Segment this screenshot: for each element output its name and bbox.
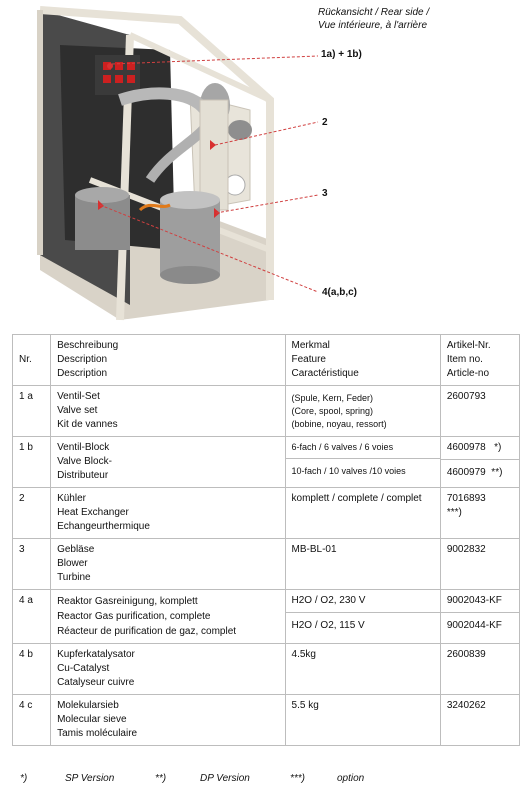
- row-description: Molekularsieb Molecular sieve Tamis moléculaire: [51, 695, 285, 746]
- title-line-1: Rückansicht / Rear side /: [318, 7, 430, 18]
- footnote-3-text: option: [337, 773, 365, 784]
- row-description: Kühler Heat Exchanger Echangeurthermique: [51, 488, 285, 539]
- table-row: [13, 539, 520, 590]
- row-feature: komplett / complete / complet: [285, 488, 440, 539]
- row-article: 2600793: [440, 386, 519, 437]
- table-row: [13, 590, 520, 644]
- callout-2: 2: [322, 117, 328, 128]
- row-article: 7016893 ***): [440, 488, 519, 539]
- row-feature: 6-fach / 6 valves / 6 voies 10-fach / 10 valves /10 voies: [285, 437, 440, 488]
- row-description: Ventil-Set Valve set Kit de vannes: [51, 386, 285, 437]
- row-description: Reaktor Gasreinigung, komplett Reactor Gas purification, complete Réacteur de purification de gaz, complet: [51, 590, 285, 644]
- row-article: 9002043-KF 9002044-KF: [440, 590, 519, 644]
- footnote-2-mark: **): [155, 773, 167, 784]
- callout-1ab: 1a) + 1b): [321, 49, 362, 60]
- row-description: Gebläse Blower Turbine: [51, 539, 285, 590]
- row-nr: 2: [13, 488, 51, 539]
- parts-table: [12, 334, 520, 746]
- footnote-1-text: SP Version: [65, 773, 115, 784]
- row-nr: 4 c: [13, 695, 51, 746]
- header-description: Beschreibung Description Description: [51, 335, 285, 386]
- row-nr: 1 b: [13, 437, 51, 488]
- header-nr: Nr.: [13, 335, 51, 386]
- row-description: Kupferkatalysator Cu-Catalyst Catalyseur cuivre: [51, 644, 285, 695]
- table-row: [13, 386, 520, 437]
- row-article: 3240262: [440, 695, 519, 746]
- footnote-2-text: DP Version: [200, 773, 250, 784]
- row-nr: 1 a: [13, 386, 51, 437]
- row-nr: 4 a: [13, 590, 51, 644]
- row-description: Ventil-Block Valve Block- Distributeur: [51, 437, 285, 488]
- row-feature: (Spule, Kern, Feder) (Core, spool, spring) (bobine, noyau, ressort): [285, 386, 440, 437]
- header-article: Artikel-Nr. Item no. Article-no: [440, 335, 519, 386]
- table-row: [13, 437, 520, 488]
- header-feature: Merkmal Feature Caractéristique: [285, 335, 440, 386]
- table-row: [13, 488, 520, 539]
- table-row: [13, 695, 520, 746]
- callout-4abc: 4(a,b,c): [322, 287, 358, 298]
- figure-title: [318, 6, 429, 32]
- table-row: [13, 644, 520, 695]
- row-feature: 5.5 kg: [285, 695, 440, 746]
- row-feature: H2O / O2, 230 V H2O / O2, 115 V: [285, 590, 440, 644]
- row-feature: 4.5kg: [285, 644, 440, 695]
- row-article: 9002832: [440, 539, 519, 590]
- row-article: 2600839: [440, 644, 519, 695]
- row-nr: 3: [13, 539, 51, 590]
- footnote-3-mark: ***): [290, 773, 306, 784]
- callout-3: 3: [322, 188, 328, 199]
- footnote-1-mark: *): [20, 773, 28, 784]
- row-feature: MB-BL-01: [285, 539, 440, 590]
- row-article: 4600978 *) 4600979 **): [440, 437, 519, 488]
- product-photo: [0, 0, 524, 325]
- table-header-row: [13, 335, 520, 386]
- title-line-2: Vue intérieure, à l'arrière: [318, 20, 428, 31]
- row-nr: 4 b: [13, 644, 51, 695]
